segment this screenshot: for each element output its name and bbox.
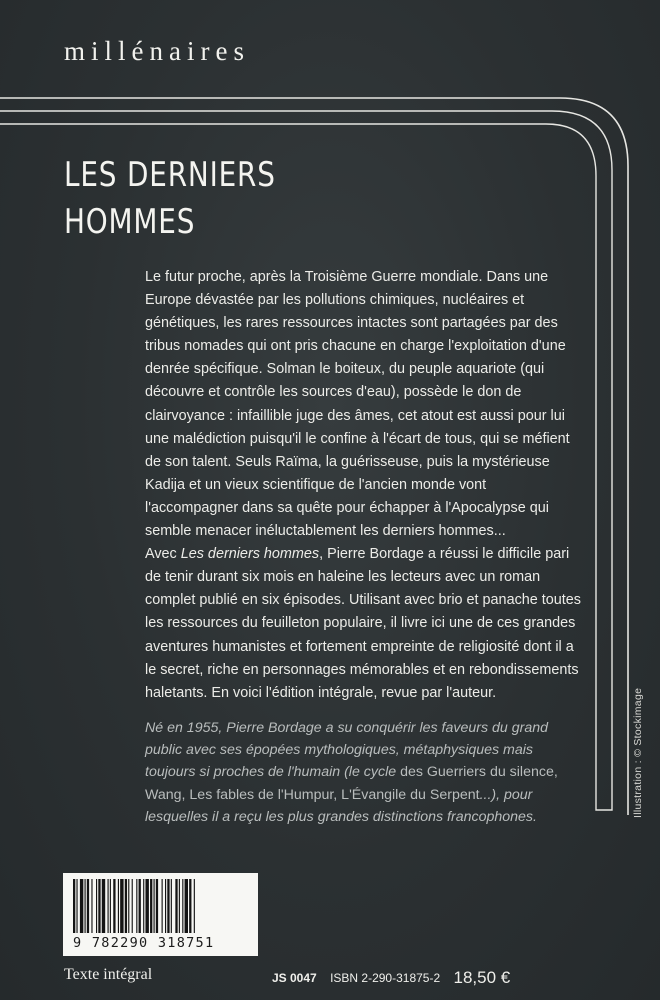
isbn: ISBN 2-290-31875-2 (330, 971, 441, 985)
barcode-bar (179, 879, 180, 933)
summary-p2-start: Avec (145, 546, 181, 563)
title-line-1: LES DERNIERS (64, 155, 276, 195)
barcode-bar (98, 879, 100, 933)
footer-info (272, 968, 510, 988)
price: 18,50 € (453, 968, 511, 987)
barcode-bar (185, 879, 188, 933)
barcode-bar (154, 879, 155, 933)
barcode-bar (85, 879, 86, 933)
book-summary (145, 266, 581, 705)
collection-name: millénaires (64, 36, 250, 66)
barcode-bar (110, 879, 111, 933)
summary-paragraph-2 (145, 543, 581, 705)
barcode-bar (128, 879, 129, 933)
book-title (64, 152, 276, 246)
summary-p2-rest: , Pierre Bordage a réussi le difficile pari de tenir durant six mois en haleine les lecteurs avec un roman complet publié en six épisodes. Utilisant avec brio et panache toutes les ressources du feuilleton populaire, il livre ici une de ces grandes aventures humanistes et fortement empreinte de religiosité dont il a le secret, riche en personnages mémorables et en rebondissements haletants. En voici l'édition intégrale, revue par l'auteur. (145, 546, 581, 701)
summary-paragraph-1: Le futur proche, après la Troisième Guerre mondiale. Dans une Europe dévastée par les pollutions chimiques, nucléaires et génétiques, les rares ressources intactes sont partagées par des tribus nomades qui ont pris chacune en charge l'exploitation d'une denrée spécifique. Solman le boiteux, du peuple aquariote (qui découvre et contrôle les sources d'eau), possède le don de clairvoyance : infaillible juge des âmes, cet atout est aussi pour lui une malédiction puisqu'il le confine à l'écart de tous, qui se méfient de son talent. Seuls Raïma, la guérisseuse, puis la mystérieuse Kadija et un vieux scientifique de l'ancien monde vont l'accompagner dans sa quête pour échapper à l'Apocalypse qui semble menacer inéluctablement les derniers hommes... (145, 269, 570, 540)
barcode-bar (120, 879, 123, 933)
barcode-bar (165, 879, 166, 933)
barcode-bar (118, 879, 119, 933)
barcode-bar (171, 879, 172, 933)
barcode-bar (162, 879, 163, 933)
barcode-bar (194, 879, 195, 933)
barcode-bar (132, 879, 133, 933)
barcode-bar (167, 879, 169, 933)
barcode-bar (156, 879, 158, 933)
summary-p2-title: Les derniers hommes (180, 546, 320, 563)
barcode-bar (102, 879, 105, 933)
barcode-bar (145, 879, 148, 933)
barcode-bar (73, 879, 75, 933)
barcode-bar (125, 879, 127, 933)
series-code: JS 0047 (272, 971, 317, 985)
barcode-bar (139, 879, 141, 933)
author-bio (145, 717, 585, 828)
barcode-bar (150, 879, 152, 933)
barcode-bar (175, 879, 177, 933)
barcode-bar (87, 879, 89, 933)
bio-works: des Guerriers du silence, Wang, Les fables de l'Humpur, L'Évangile du Serpent (145, 764, 558, 803)
barcode-bar (108, 879, 109, 933)
title-line-2: HOMMES (64, 202, 196, 242)
barcode-bar (80, 879, 83, 933)
edition-label: Texte intégral (64, 966, 153, 983)
barcode-bar (96, 879, 97, 933)
barcode-bar (113, 879, 115, 933)
barcode-bar (143, 879, 144, 933)
barcode-bar (182, 879, 183, 933)
barcode-bar (136, 879, 137, 933)
bio-part-2: ...), pour lesquelles il a reçu les plus grandes distinctions francophones. (145, 786, 537, 825)
barcode-bar (76, 879, 77, 933)
illustration-credit: Illustration : © Stockimage (632, 687, 644, 818)
barcode-bar (91, 879, 92, 933)
barcode-digits: 9 782290 318751 (73, 935, 215, 951)
barcode-bars (71, 879, 251, 935)
barcode-bar (189, 879, 191, 933)
barcode (63, 873, 258, 956)
bio-part-1: Né en 1955, Pierre Bordage a su conquérir les faveurs du grand public avec ses épopées mythologiques, métaphysiques mais toujours si proches de l'humain (le cycle (145, 720, 549, 781)
